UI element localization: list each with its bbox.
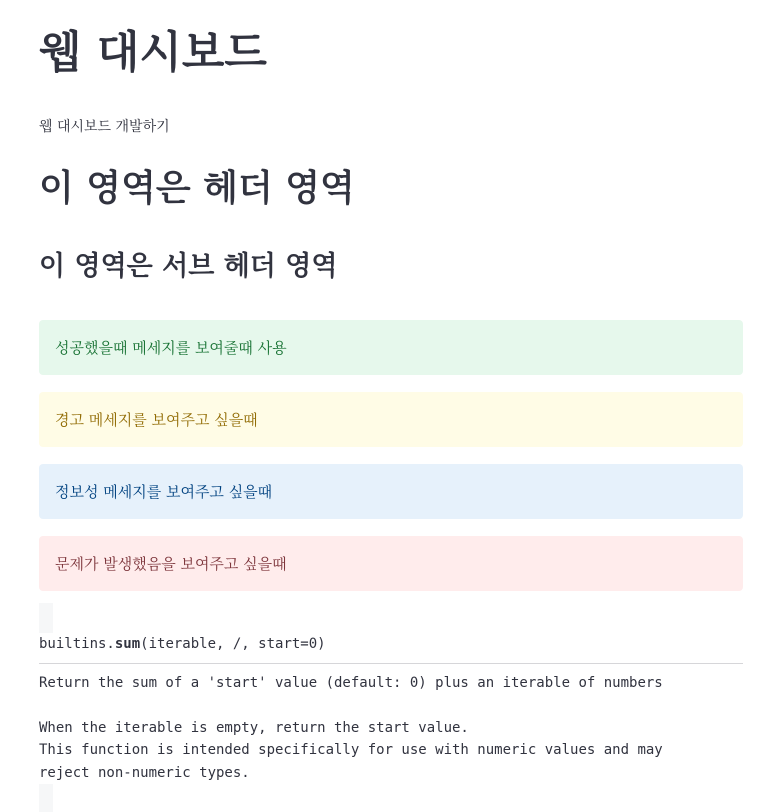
section-subheader: 이 영역은 서브 헤더 영역 (39, 251, 338, 282)
section-header: 이 영역은 헤더 영역 (39, 168, 355, 209)
help-function-params: (iterable, /, start=0) (140, 636, 326, 652)
error-alert-text: 문제가 발생했음을 보여주고 싶을때 (55, 554, 287, 573)
page-title: 웹 대시보드 (39, 27, 267, 78)
help-block-scrollbar-top (39, 603, 53, 633)
error-alert (39, 536, 743, 591)
page-caption: 웹 대시보드 개발하기 (39, 119, 170, 135)
help-module-name: builtins. (39, 636, 115, 652)
warning-alert-text: 경고 메세지를 보여주고 싶을때 (55, 410, 258, 429)
help-doc-line: When the iterable is empty, return the start value. (39, 720, 469, 736)
help-signature (39, 634, 326, 654)
help-block-scrollbar-bottom (39, 784, 53, 812)
info-alert-text: 정보성 메세지를 보여주고 싶을때 (55, 482, 273, 501)
help-divider (39, 663, 743, 664)
help-doc-line: reject non-numeric types. (39, 765, 250, 781)
help-function-name: sum (114, 636, 141, 652)
success-alert-text: 성공했을때 메세지를 보여줄때 사용 (55, 338, 287, 357)
warning-alert (39, 392, 743, 447)
info-alert (39, 464, 743, 519)
help-doc-line: This function is intended specifically for use with numeric values and may (39, 742, 663, 758)
help-doc-line: Return the sum of a 'start' value (default: 0) plus an iterable of numbers (39, 675, 663, 691)
success-alert (39, 320, 743, 375)
